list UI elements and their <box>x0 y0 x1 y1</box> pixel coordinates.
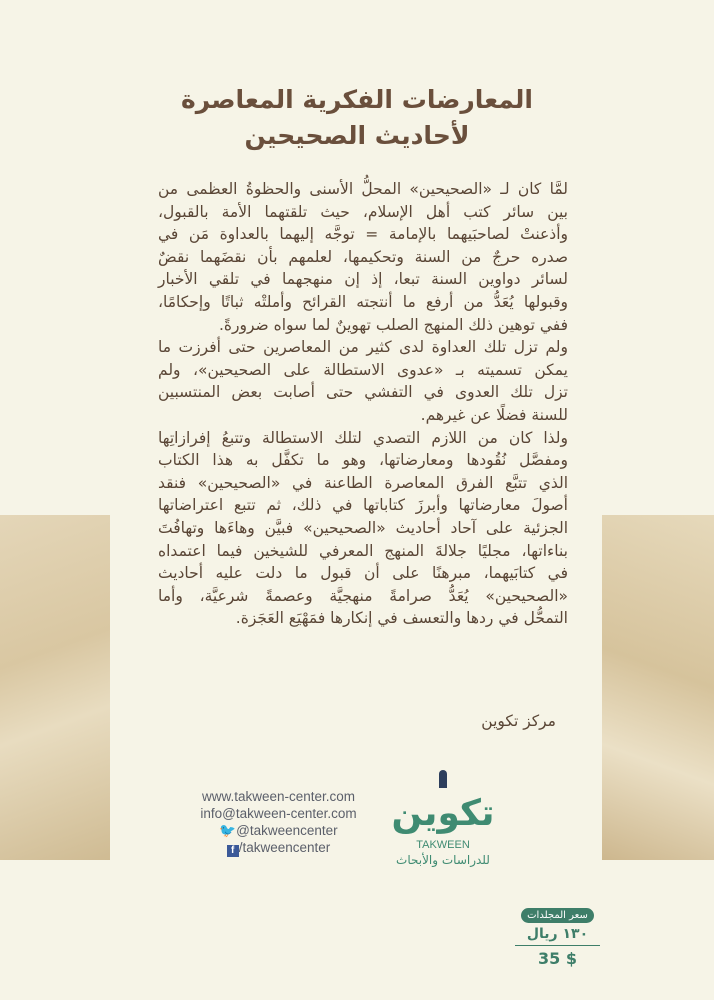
blurb-line: أصولَ معارضاتها وأبرزَ كتاباتها في ذلك، ثم تتبع اعتراضاتها <box>158 496 568 515</box>
blurb-line: التمحُّل في ردها والتعسف في إنكارها فمَهْيَع العَجَزة. <box>235 609 568 628</box>
blurb-line: ففي توهين ذلك المنهج الصلب تهوينٌ لما سواه ضرورةً. <box>218 315 568 334</box>
email-link[interactable]: info@takween-center.com <box>200 806 357 821</box>
twitter-text: @takweencenter <box>236 823 338 838</box>
blurb-line: وقبولها يُعَدُّ من أرفع ما أنتجته القرائح وأملتْه ثباتًا وإحكامًا، <box>158 292 568 311</box>
blurb-line: «الصحيحين» يُعَدُّ صرامةً منهجيَّة وعصمةً شرعيَّة، وأما <box>158 586 568 605</box>
blurb-line: يمكن تسميته بـ «عدوى الاستطالة على الصحيحين»، ولم <box>158 360 568 379</box>
website-link[interactable]: www.takween-center.com <box>201 789 356 804</box>
book-title <box>0 82 714 154</box>
blurb-line: في كتابَيهما، مبرهنًا على أن قبول ما دلت عليه أحاديث <box>158 564 568 583</box>
facebook-text: /takweencenter <box>238 840 331 855</box>
blurb-line: صدره حرجٌ من السنة وتحكيمها، لعلمهم بأن نقضَهما نقضٌ <box>158 247 568 266</box>
blurb-line: لسائر دواوين السنة تبعا، إذ إن منهجهما في تلقي الأخبار <box>158 270 568 289</box>
blurb-line: ولم تزل تلك العداوة لدى كثير من المعاصرين حتى أفرزت ما <box>158 338 568 357</box>
blurb-line: لمَّا كان لـ «الصحيحين» المحلُّ الأسنى والحظوةُ العظمى من <box>158 180 568 198</box>
price-box <box>515 903 600 968</box>
blurb-line: الذي تتبَّع الفرق المعاصرة الطاعنة في «الصحيحين» فنقد <box>158 473 568 492</box>
price-usd: 35 $ <box>538 949 577 968</box>
twitter-icon: 🐦 <box>219 823 237 838</box>
left-background-image <box>0 515 110 860</box>
logo-subtitle: للدراسات والأبحاث <box>396 853 490 867</box>
blurb-line: ومفصَّل نُقُودها ومعارضاتها، وهو ما تكفَّل به هذا الكتاب <box>158 451 568 470</box>
blurb-line: للسنة فضلًا عن غيرهم. <box>420 405 568 424</box>
blurb-line: بناءاتها، مجليًا جلالةَ المنهج المعرفي للشيخين فيما اعتمداه <box>158 541 568 560</box>
takween-logo <box>388 770 498 882</box>
title-line: المعارضات الفكرية المعاصرة <box>181 85 533 114</box>
price-riyal: ١٣٠ ريال <box>515 926 600 946</box>
blurb-line: ولذا كان من اللازم التصدي لتلك الاستطالة وتتبعُ إفرازاتِها <box>158 428 568 447</box>
price-label-badge: سعر المجلدات <box>521 908 594 923</box>
blurb-line: وأذعنتْ لصاحبَيهما بالإمامة = توجَّه إليهما بالعداوة مَن في <box>158 225 568 244</box>
blurb-text <box>158 178 568 630</box>
signature: مركز تكوين <box>481 712 556 730</box>
logo-mark: تكوين <box>391 793 495 834</box>
facebook-handle[interactable] <box>186 839 371 857</box>
title-line: لأحاديث الصحيحين <box>244 121 470 150</box>
pen-icon <box>439 770 447 788</box>
contact-info <box>186 788 371 857</box>
twitter-handle[interactable] <box>186 822 371 839</box>
right-background-image <box>602 515 714 860</box>
blurb-line: بين سائر كتب أهل الإسلام، حيث تلقتهما الأمة بالقبول، <box>158 202 568 221</box>
blurb-line: الجزئية على آحاد أحاديث «الصحيحين» فبيَّن وهاءَها وتهافُتَ <box>158 518 568 537</box>
logo-english: TAKWEEN <box>416 839 470 851</box>
blurb-line: تزل تلك العدوى في التفشي حتى أصابت بعض المنتسبين <box>158 383 568 402</box>
facebook-icon: f <box>227 845 239 857</box>
